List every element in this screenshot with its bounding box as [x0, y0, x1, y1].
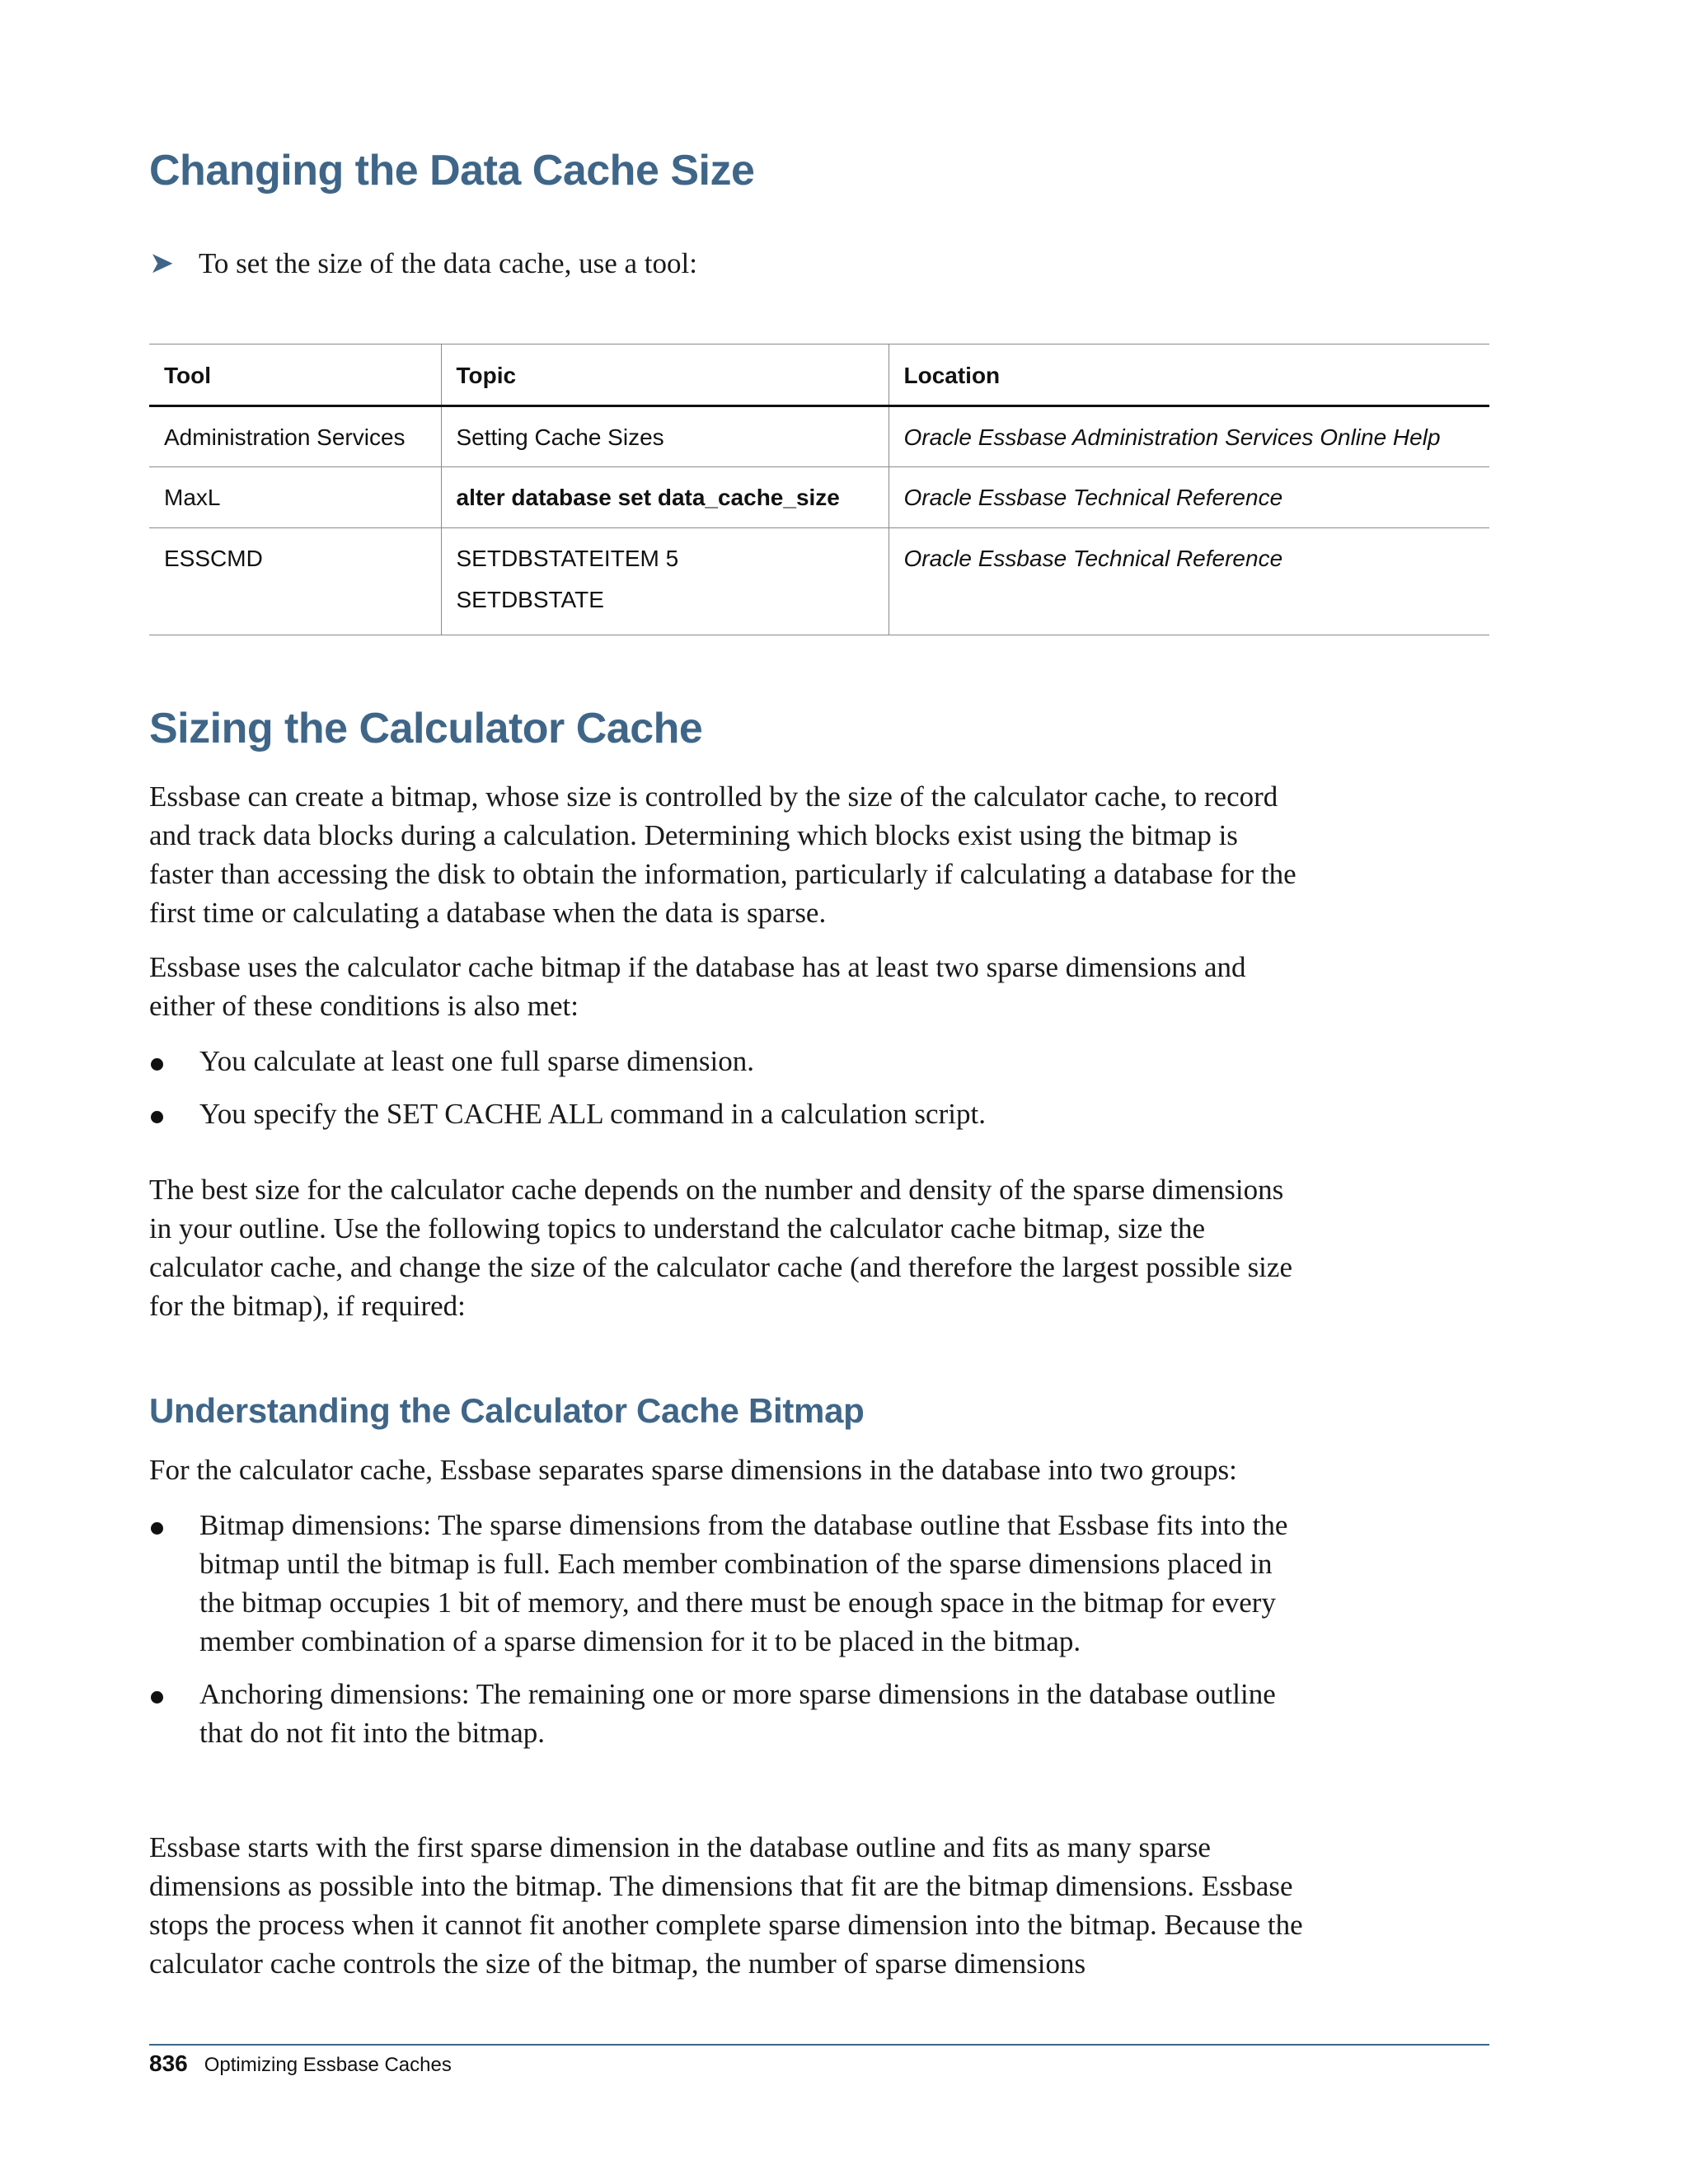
dimension-groups-list — [149, 1506, 1303, 1766]
bullet-icon — [151, 1058, 163, 1071]
column-header-tool: Tool — [149, 344, 441, 406]
table-row — [149, 528, 1489, 635]
procedure-step — [149, 244, 697, 283]
list-item: You specify the SET CACHE ALL command in a calculation script. — [149, 1094, 1303, 1133]
cell-topic: Setting Cache Sizes — [441, 406, 889, 467]
cell-tool: ESSCMD — [149, 528, 441, 635]
cell-tool: MaxL — [149, 467, 441, 528]
table-row — [149, 467, 1489, 528]
table-row — [149, 406, 1489, 467]
cell-topic: alter database set data_cache_size — [441, 467, 889, 528]
table-header-row — [149, 344, 1489, 406]
chapter-title: Optimizing Essbase Caches — [204, 2054, 452, 2076]
subsection-heading-bitmap: Understanding the Calculator Cache Bitmap — [149, 1391, 865, 1430]
paragraph-best-size: The best size for the calculator cache depends on the number and density of the sparse dimensions in your outline. Use the following topics to understand the calculator cache bitmap, size the calculator cache, and change the size of the calculator cache (and therefore the largest possible size for the bitmap), if required: — [149, 1174, 1292, 1322]
list-item: Anchoring dimensions: The remaining one or more sparse dimensions in the database outline that do not fit into the bitmap. — [149, 1675, 1303, 1752]
list-item: Bitmap dimensions: The sparse dimensions from the database outline that Essbase fits into the bitmap until the bitmap is full. Each member combination of the sparse dimensions placed in the bitmap occupies 1 bit of memory, and there must be enough space in the bitmap for every member combination of a sparse dimension for it to be placed in the bitmap. — [149, 1506, 1303, 1661]
cell-location: Oracle Essbase Technical Reference — [903, 485, 1283, 510]
arrow-right-icon: ➤ — [149, 246, 175, 280]
section-heading-calculator-cache: Sizing the Calculator Cache — [149, 705, 703, 752]
step-text: To set the size of the data cache, use a tool: — [199, 247, 697, 279]
cell-topic-line2: SETDBSTATE — [456, 587, 604, 612]
column-header-location: Location — [903, 362, 1001, 388]
cell-location: Oracle Essbase Technical Reference — [903, 546, 1283, 571]
list-item: You calculate at least one full sparse dimension. — [149, 1042, 1303, 1080]
tools-table — [149, 344, 1489, 635]
cell-tool: Administration Services — [149, 406, 441, 467]
bullet-icon — [151, 1522, 163, 1535]
paragraph-two-groups: For the calculator cache, Essbase separates sparse dimensions in the database into two groups: — [149, 1454, 1237, 1486]
paragraph-bitmap-intro: Essbase can create a bitmap, whose size is controlled by the size of the calculator cache, to record and track data blocks during a calculation. Determining which blocks exist using the bitmap is faster than accessing the disk to obtain the information, particularly if calculating a database for the first time or calculating a database when the data is sparse. — [149, 780, 1296, 929]
section-heading-data-cache: Changing the Data Cache Size — [149, 147, 755, 194]
footer-divider — [149, 2044, 1489, 2046]
column-header-topic: Topic — [441, 344, 889, 406]
page-footer — [149, 2050, 452, 2077]
bullet-icon — [151, 1691, 163, 1704]
cell-topic — [441, 528, 889, 635]
paragraph-fitting-process: Essbase starts with the first sparse dimension in the database outline and fits as many sparse dimensions as possible into the bitmap. The dimensions that fit are the bitmap dimensions. Essbase stops the process when it cannot fit another complete sparse dimension into the bitmap. Because the calculator cache controls the size of the bitmap, the number of sparse dimensions — [149, 1831, 1303, 1980]
conditions-list — [149, 1042, 1303, 1147]
cell-location: Oracle Essbase Administration Services Online Help — [903, 424, 1441, 450]
cell-topic-line1: SETDBSTATEITEM 5 — [456, 546, 679, 571]
page-number: 836 — [149, 2050, 188, 2076]
paragraph-bitmap-conditions: Essbase uses the calculator cache bitmap if the database has at least two sparse dimensions and either of these conditions is also met: — [149, 951, 1246, 1022]
bullet-icon — [151, 1111, 163, 1123]
